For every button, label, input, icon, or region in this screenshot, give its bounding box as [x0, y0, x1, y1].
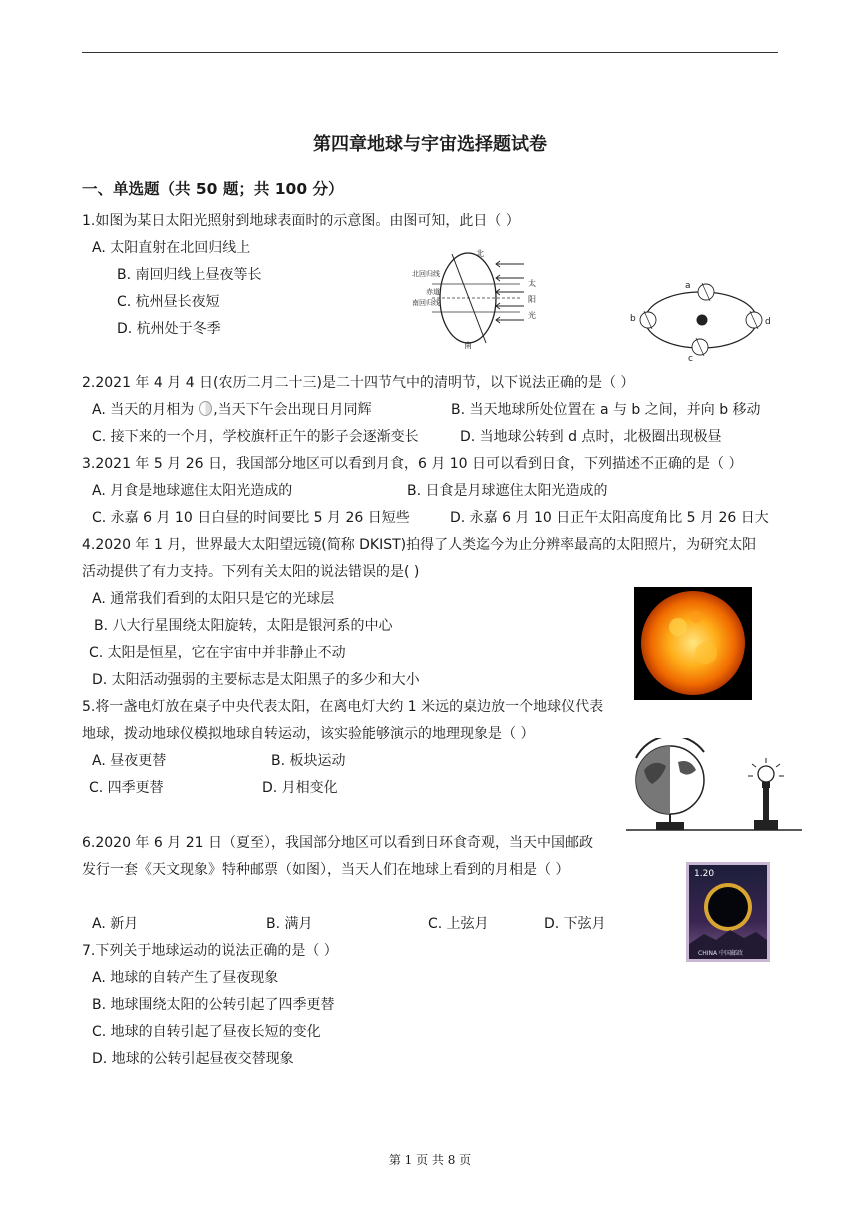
q2-option-c: C. 接下来的一个月，学校旗杆正午的影子会逐渐变长	[92, 429, 419, 445]
q2-option-a	[92, 401, 372, 419]
header-rule	[82, 52, 778, 53]
q5-option-b: B. 板块运动	[271, 753, 346, 769]
globe-and-lamp-diagram	[626, 738, 802, 834]
q6-stem-line-1: 6.2020 年 6 月 21 日（夏至），我国部分地区可以看到日环食奇观，当天中国邮政	[82, 835, 593, 851]
page-footer: 第 1 页 共 8 页	[388, 1153, 472, 1167]
q1-option-d: D. 杭州处于冬季	[117, 321, 221, 337]
q3-option-a: A. 月食是地球遮住太阳光造成的	[92, 483, 293, 499]
q7-option-d: D. 地球的公转引起昼夜交替现象	[92, 1051, 294, 1067]
q2-option-b: B. 当天地球所处位置在 a 与 b 之间，并向 b 移动	[451, 402, 761, 418]
diagram-tropic-capricorn-label: 南回归线	[412, 299, 440, 307]
q6-stem-line-2: 发行一套《天文现象》特种邮票（如图），当天人们在地球上看到的月相是（ ）	[82, 862, 570, 878]
moon-phase-icon	[199, 401, 212, 416]
q6-option-d: D. 下弦月	[544, 916, 606, 932]
eclipse-stamp	[686, 862, 770, 962]
orbit-label-c: c	[688, 354, 693, 362]
diagram-sunlight-label-1: 太	[528, 279, 536, 288]
light-bulb-icon	[748, 758, 784, 830]
stamp-value: 1.20	[694, 869, 715, 879]
diagram-north-label: 北	[476, 249, 484, 258]
q7-option-c: C. 地球的自转引起了昼夜长短的变化	[92, 1024, 321, 1040]
q5-option-d: D. 月相变化	[262, 780, 338, 796]
diagram-south-label: 南	[464, 341, 472, 350]
diagram-equator-label: 赤道	[426, 288, 440, 296]
sunlight-earth-diagram	[412, 246, 552, 350]
sun-photo	[634, 587, 752, 700]
q3-option-d: D. 永嘉 6 月 10 日正午太阳高度角比 5 月 26 日大	[450, 510, 769, 526]
diagram-sunlight-label-3: 光	[528, 311, 536, 320]
q6-option-a: A. 新月	[92, 916, 139, 932]
orbit-label-b: b	[630, 314, 636, 324]
q4-option-c: C. 太阳是恒星，它在宇宙中并非静止不动	[89, 645, 346, 661]
q1-option-a: A. 太阳直射在北回归线上	[92, 240, 251, 256]
q1-option-b: B. 南回归线上昼夜等长	[117, 267, 262, 283]
stamp-caption: CHINA 中国邮政	[698, 950, 743, 957]
page-title: 第四章地球与宇宙选择题试卷	[313, 134, 547, 155]
q2-option-a-suffix: ,当天下午会出现日月同辉	[213, 402, 372, 418]
sun-icon	[697, 315, 708, 326]
q4-option-a: A. 通常我们看到的太阳只是它的光球层	[92, 591, 335, 607]
q1-option-c: C. 杭州昼长夜短	[117, 294, 220, 310]
diagram-tropic-cancer-label: 北回归线	[412, 270, 440, 278]
q5-option-a: A. 昼夜更替	[92, 753, 167, 769]
orbit-label-a: a	[685, 281, 691, 291]
q2-option-a-prefix: A. 当天的月相为	[92, 402, 195, 418]
q5-option-c: C. 四季更替	[89, 780, 164, 796]
q5-stem-line-2: 地球，拨动地球仪模拟地球自转运动，该实验能够演示的地理现象是（ ）	[82, 726, 535, 742]
q7-option-b: B. 地球围绕太阳的公转引起了四季更替	[92, 997, 335, 1013]
q2-option-d: D. 当地球公转到 d 点时，北极圈出现极昼	[460, 429, 722, 445]
q6-option-c: C. 上弦月	[428, 916, 489, 932]
q3-stem: 3.2021 年 5 月 26 日，我国部分地区可以看到月食，6 月 10 日可以看到日食，下列描述不正确的是（ ）	[82, 456, 743, 472]
q7-stem: 7.下列关于地球运动的说法正确的是（ ）	[82, 943, 338, 959]
q4-option-b: B. 八大行星围绕太阳旋转，太阳是银河系的中心	[94, 618, 393, 634]
q6-option-b: B. 满月	[266, 916, 313, 932]
diagram-sunlight-label-2: 阳	[528, 295, 536, 304]
q4-stem-line-1: 4.2020 年 1 月，世界最大太阳望远镜(简称 DKIST)拍得了人类迄今为止分辨率最高的太阳照片，为研究太阳	[82, 537, 757, 553]
q7-option-a: A. 地球的自转产生了昼夜现象	[92, 970, 279, 986]
q3-option-b: B. 日食是月球遮住太阳光造成的	[407, 483, 608, 499]
q1-stem: 1.如图为某日太阳光照射到地球表面时的示意图。由图可知，此日（ ）	[82, 213, 520, 229]
q3-option-c: C. 永嘉 6 月 10 日白昼的时间要比 5 月 26 日短些	[92, 510, 410, 526]
orbit-label-d: d	[765, 317, 771, 327]
q4-option-d: D. 太阳活动强弱的主要标志是太阳黑子的多少和大小	[92, 672, 420, 688]
q5-stem-line-1: 5.将一盏电灯放在桌子中央代表太阳，在离电灯大约 1 米远的桌边放一个地球仪代表	[82, 699, 604, 715]
section-heading: 一、单选题（共 50 题；共 100 分）	[82, 180, 344, 198]
earth-orbit-diagram	[626, 274, 776, 362]
q4-stem-line-2: 活动提供了有力支持。下列有关太阳的说法错误的是( )	[82, 564, 420, 580]
q2-stem: 2.2021 年 4 月 4 日(农历二月二十三)是二十四节气中的清明节，以下说法正确的是（ ）	[82, 375, 635, 391]
